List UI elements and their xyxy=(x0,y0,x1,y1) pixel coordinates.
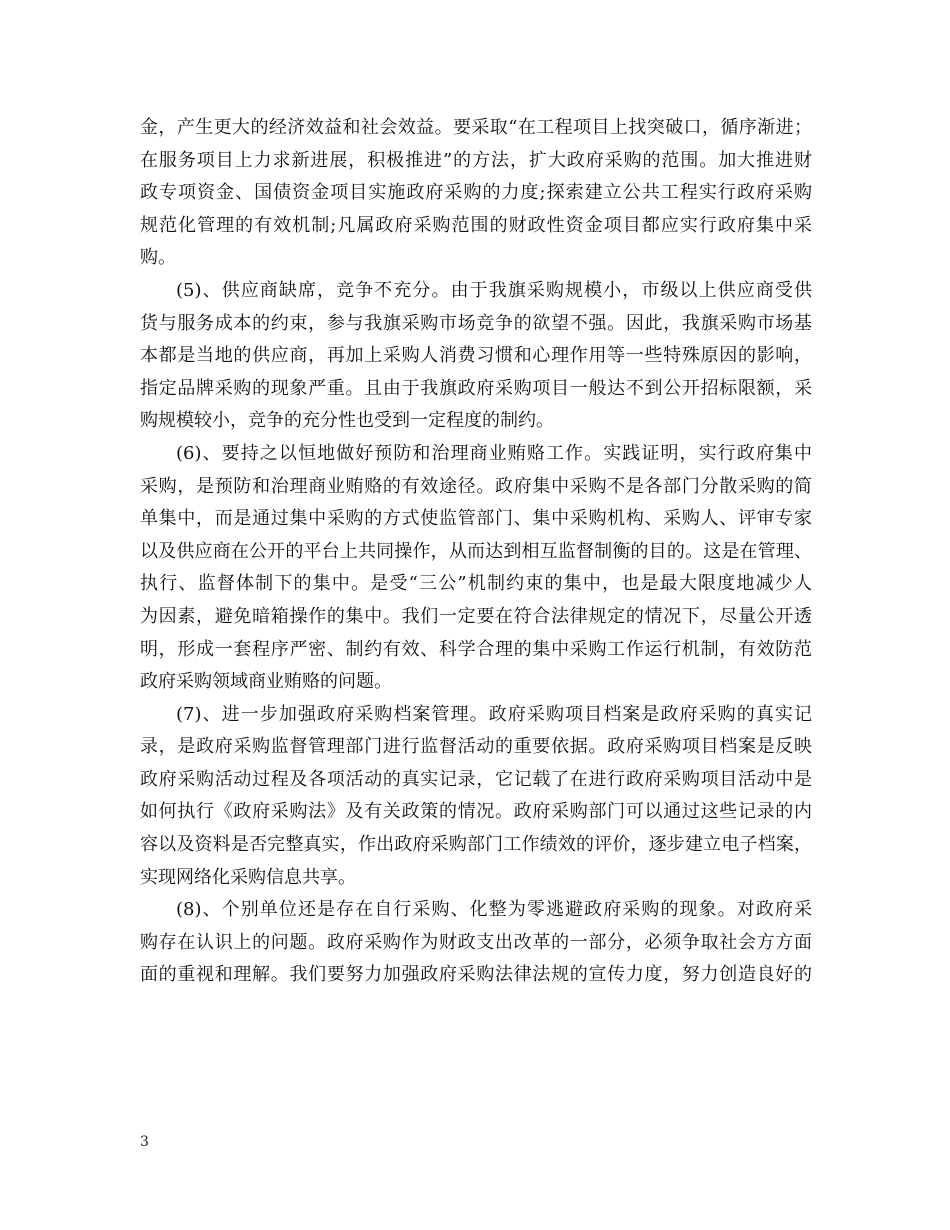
text-line: 如何执行《政府采购法》及有关政策的情况。政府采购部门可以通过这些记录的内 xyxy=(140,801,812,823)
paragraph-8-first-line: (8)、个别单位还是存在自行采购、化整为零逃避政府采购的现象。对政府采 xyxy=(176,899,812,921)
text-line: 金，产生更大的经济效益和社会效益。要采取“在工程项目上找突破口，循序渐进； xyxy=(140,117,812,138)
paragraph-5-first-line: (5)、供应商缺席，竞争不充分。由于我旗采购规模小，市级以上供应商受供 xyxy=(176,279,812,301)
text-line: 录，是政府采购监督管理部门进行监督活动的重要依据。政府采购项目档案是反映 xyxy=(140,736,812,758)
text-line: 购存在认识上的问题。政府采购作为财政支出改革的一部分，必须争取社会方方面 xyxy=(140,931,812,953)
text-line: 指定品牌采购的现象严重。且由于我旗政府采购项目一般达不到公开招标限额，采 xyxy=(140,377,812,399)
paragraph-7-first-line: (7)、进一步加强政府采购档案管理。政府采购项目档案是政府采购的真实记 xyxy=(176,703,812,725)
text-line: 规范化管理的有效机制;凡属政府采购范围的财政性资金项目都应实行政府集中采 xyxy=(140,214,812,236)
text-line: 购规模较小，竞争的充分性也受到一定程度的制约。 xyxy=(140,410,554,432)
text-line: 为因素，避免暗箱操作的集中。我们一定要在符合法律规定的情况下，尽量公开透 xyxy=(140,605,812,627)
text-line: 容以及资料是否完整真实，作出政府采购部门工作绩效的评价，逐步建立电子档案， xyxy=(140,834,812,856)
text-line: 采购，是预防和治理商业贿赂的有效途径。政府集中采购不是各部门分散采购的简 xyxy=(140,475,812,497)
body-text xyxy=(140,112,812,992)
text-line: 政府采购领域商业贿赂的问题。 xyxy=(140,671,392,693)
text-line: 货与服务成本的约束，参与我旗采购市场竞争的欲望不强。因此，我旗采购市场基 xyxy=(140,312,812,334)
text-line: 以及供应商在公开的平台上共同操作，从而达到相互监督制衡的目的。这是在管理、 xyxy=(140,540,812,562)
text-line: 政府采购活动过程及各项活动的真实记录，它记载了在进行政府采购项目活动中是 xyxy=(140,768,812,790)
text-line: 单集中，而是通过集中采购的方式使监管部门、集中采购机构、采购人、评审专家 xyxy=(140,508,812,530)
text-line: 购。 xyxy=(140,247,176,269)
text-line: 明，形成一套程序严密、制约有效、科学合理的集中采购工作运行机制，有效防范 xyxy=(140,638,812,660)
text-line: 在服务项目上力求新进展，积极推进”的方法，扩大政府采购的范围。加大推进财 xyxy=(140,149,812,171)
text-line: 政专项资金、国债资金项目实施政府采购的力度;探索建立公共工程实行政府采购 xyxy=(140,182,812,204)
text-line: 面的重视和理解。我们要努力加强政府采购法律法规的宣传力度，努力创造良好的 xyxy=(140,964,812,986)
text-line: 本都是当地的供应商，再加上采购人消费习惯和心理作用等一些特殊原因的影响， xyxy=(140,345,812,367)
page-number: 3 xyxy=(140,1134,149,1150)
text-line: 执行、监督体制下的集中。是受“三公”机制约束的集中，也是最大限度地减少人 xyxy=(140,573,812,595)
paragraph-6-first-line: (6)、要持之以恒地做好预防和治理商业贿赂工作。实践证明，实行政府集中 xyxy=(176,442,812,464)
text-line: 实现网络化采购信息共享。 xyxy=(140,866,356,888)
